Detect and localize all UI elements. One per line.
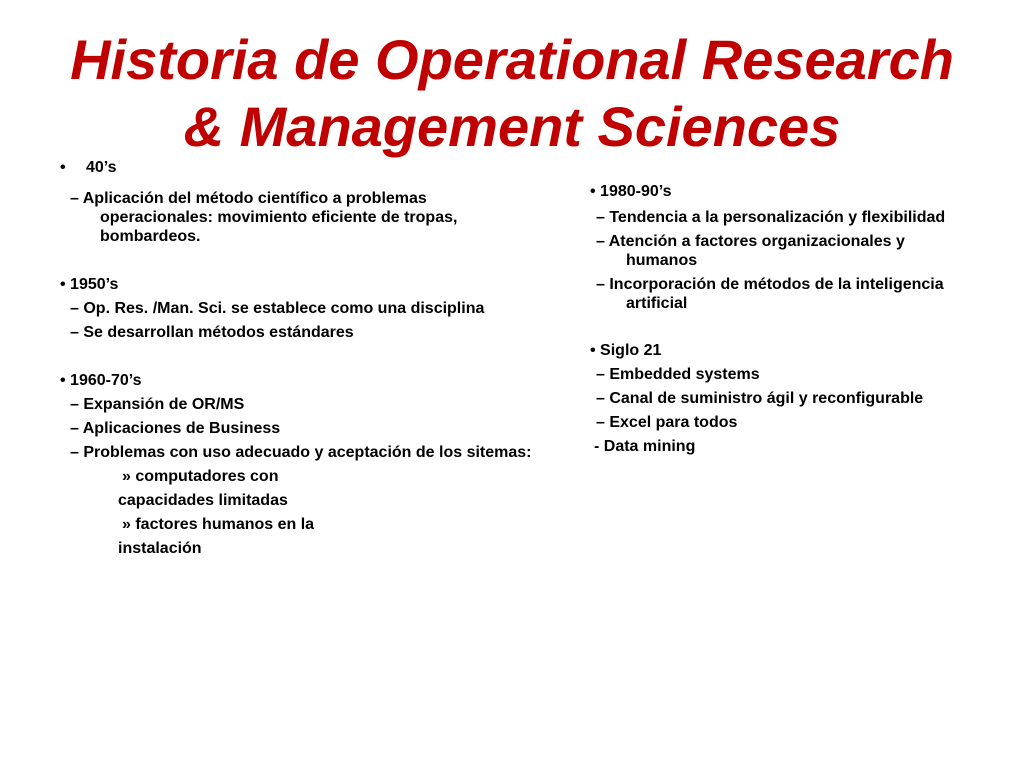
item-1980s-3b: artificial <box>626 295 688 312</box>
sub-item-factores: » factores humanos en la <box>122 516 315 533</box>
item-siglo21-1: – Embedded systems <box>596 366 760 383</box>
item-siglo21-3: – Excel para todos <box>596 414 738 431</box>
item-1950s-1: – Op. Res. /Man. Sci. se establece como una disciplina <box>70 300 485 317</box>
item-1960s-2: – Aplicaciones de Business <box>70 420 281 437</box>
item-siglo21-4: - Data mining <box>594 438 696 455</box>
heading-siglo21: • Siglo 21 <box>590 342 662 359</box>
sub-item-capacidades: capacidades limitadas <box>118 492 288 509</box>
item-siglo21-2: – Canal de suministro ágil y reconfigurable <box>596 390 924 407</box>
item-1980s-3a: – Incorporación de métodos de la inteligencia <box>596 276 944 293</box>
item-1980s-2a: – Atención a factores organizacionales y <box>596 233 905 250</box>
slide-title <box>0 26 1024 160</box>
sub-item-computadores: » computadores con <box>122 468 279 485</box>
title-line-1: Historia de Operational Research <box>70 28 954 91</box>
heading-1980s: • 1980-90’s <box>590 183 672 200</box>
bullet-40s: • <box>60 159 66 176</box>
item-1960s-1: – Expansión de OR/MS <box>70 396 245 413</box>
item-1960s-3: – Problemas con uso adecuado y aceptación de los sitemas: <box>70 444 532 461</box>
item-40s-line2: operacionales: movimiento eficiente de tropas, <box>100 209 458 226</box>
title-line-2: & Management Sciences <box>183 95 841 158</box>
item-1980s-1: – Tendencia a la personalización y flexibilidad <box>596 209 946 226</box>
item-40s-line1: – Aplicación del método científico a problemas <box>70 190 427 207</box>
item-40s-line3: bombardeos. <box>100 228 201 245</box>
item-1980s-2b: humanos <box>626 252 698 269</box>
heading-1950s: • 1950’s <box>60 276 119 293</box>
heading-1960s: • 1960-70’s <box>60 372 142 389</box>
sub-item-instalacion: instalación <box>118 540 202 557</box>
heading-40s: 40’s <box>86 159 117 176</box>
item-1950s-2: – Se desarrollan métodos estándares <box>70 324 354 341</box>
